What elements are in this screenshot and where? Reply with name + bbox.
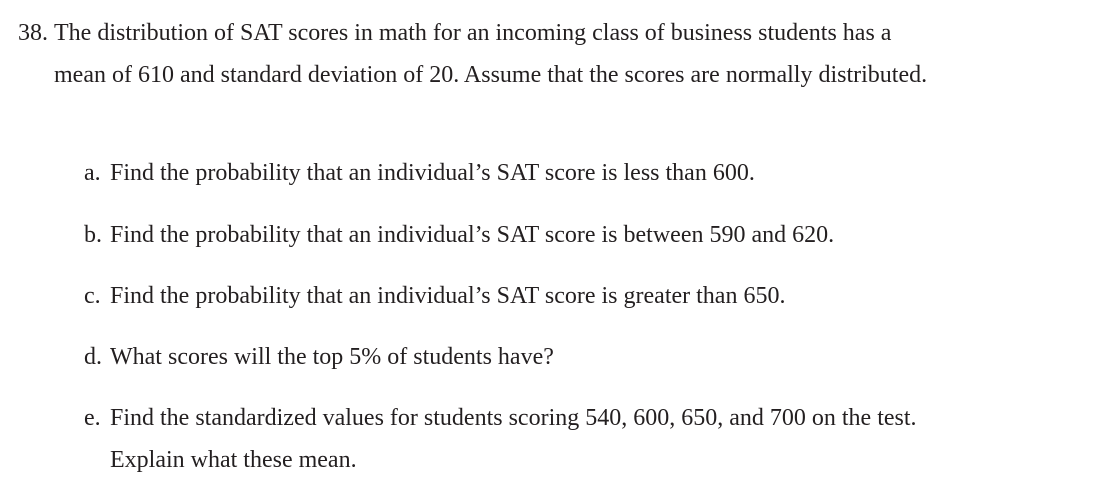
sub-question-text: Find the probability that an individual’s SAT score is between 590 and 620.	[110, 222, 835, 248]
sub-question-letter: c.	[84, 283, 101, 309]
sub-question-a	[84, 152, 1070, 194]
sub-question-text: Find the standardized values for students scoring 540, 600, 650, and 700 on the test. Explain what these mean.	[110, 405, 917, 473]
sub-question-letter: b.	[84, 222, 102, 248]
sub-question-letter: a.	[84, 160, 101, 186]
sub-question-c	[84, 275, 1070, 317]
sub-question-e	[84, 397, 990, 481]
problem-38	[18, 12, 1108, 473]
sub-question-letter: d.	[84, 344, 102, 370]
sub-question-letter: e.	[84, 405, 101, 431]
sub-question-text: What scores will the top 5% of students have?	[110, 344, 554, 370]
sub-question-text: Find the probability that an individual’s SAT score is greater than 650.	[110, 283, 786, 309]
problem-stem	[18, 12, 1108, 96]
problem-stem-text: The distribution of SAT scores in math for an incoming class of business students has a mean of 610 and standard deviation of 20. Assume that the scores are normally distributed.	[54, 20, 928, 88]
sub-question-d	[84, 336, 1070, 378]
sub-question-b	[84, 214, 1070, 256]
sub-question-text: Find the probability that an individual’s SAT score is less than 600.	[110, 160, 755, 186]
problem-number: 38.	[18, 20, 48, 46]
